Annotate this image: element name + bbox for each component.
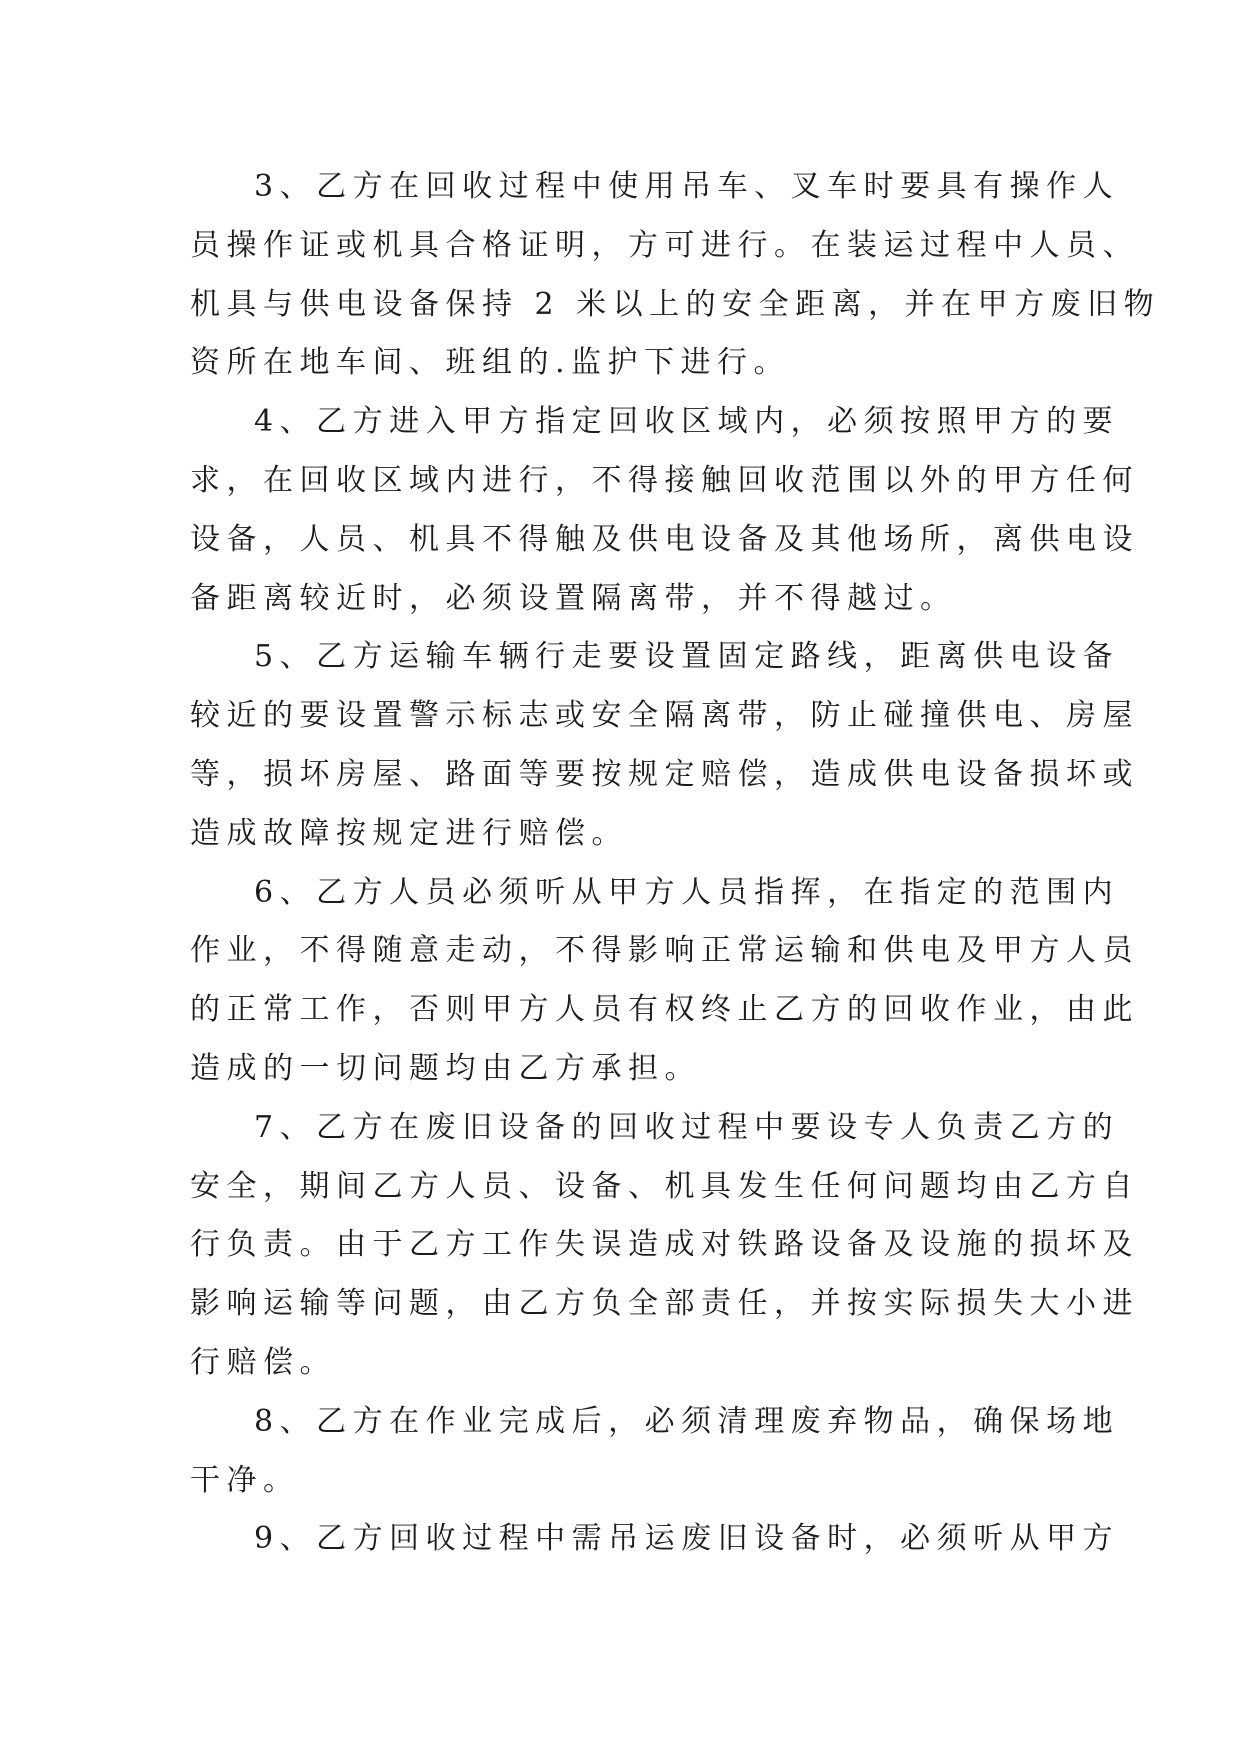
text-line: 7、乙方在废旧设备的回收过程中要设专人负责乙方的 [254, 1109, 1120, 1145]
text-line: 备距离较近时，必须设置隔离带，并不得越过。 [190, 580, 957, 616]
text-line: 造成的一切问题均由乙方承担。 [190, 1050, 701, 1086]
text-line: 资所在地车间、班组的.监护下进行。 [190, 345, 791, 381]
text-line: 员操作证或机具合格证明，方可进行。在装运过程中人员、 [190, 227, 1139, 263]
text-line: 行赔偿。 [190, 1344, 336, 1380]
text-line: 等，损坏房屋、路面等要按规定赔偿，造成供电设备损坏或 [190, 756, 1139, 792]
text-line: 作业，不得随意走动，不得影响正常运输和供电及甲方人员 [190, 933, 1139, 969]
paragraph-clause-4 [190, 393, 1139, 628]
paragraph-clause-3 [190, 158, 1161, 393]
document-body [190, 158, 1161, 1569]
text-line: 9、乙方回收过程中需吊运废旧设备时，必须听从甲方 [254, 1521, 1120, 1557]
text-line: 影响运输等问题，由乙方负全部责任，并按实际损失大小进 [190, 1286, 1139, 1322]
text-line: 的正常工作，否则甲方人员有权终止乙方的回收作业，由此 [190, 992, 1139, 1028]
paragraph-clause-9 [190, 1510, 1120, 1569]
text-line: 安全，期间乙方人员、设备、机具发生任何问题均由乙方自 [190, 1168, 1139, 1204]
paragraph-clause-5 [190, 628, 1139, 863]
text-line: 行负责。由于乙方工作失误造成对铁路设备及设施的损坏及 [190, 1227, 1139, 1263]
text-line: 8、乙方在作业完成后，必须清理废弃物品，确保场地 [254, 1403, 1120, 1439]
paragraph-clause-8 [190, 1393, 1120, 1511]
text-line: 5、乙方运输车辆行走要设置固定路线，距离供电设备 [254, 639, 1120, 675]
text-line: 3、乙方在回收过程中使用吊车、叉车时要具有操作人 [254, 169, 1120, 204]
text-line: 机具与供电设备保持 2 米以上的安全距离，并在甲方废旧物 [190, 286, 1161, 322]
text-line: 4、乙方进入甲方指定回收区域内，必须按照甲方的要 [254, 404, 1120, 440]
text-line: 干净。 [190, 1462, 300, 1498]
text-line: 设备，人员、机具不得触及供电设备及其他场所，离供电设 [190, 521, 1139, 557]
text-line: 造成故障按规定进行赔偿。 [190, 815, 628, 851]
text-line: 6、乙方人员必须听从甲方人员指挥，在指定的范围内 [254, 874, 1120, 910]
paragraph-clause-6 [190, 864, 1139, 1099]
text-line: 求，在回收区域内进行，不得接触回收范围以外的甲方任何 [190, 462, 1139, 498]
text-line: 较近的要设置警示标志或安全隔离带，防止碰撞供电、房屋 [190, 698, 1139, 734]
paragraph-clause-7 [190, 1099, 1139, 1393]
